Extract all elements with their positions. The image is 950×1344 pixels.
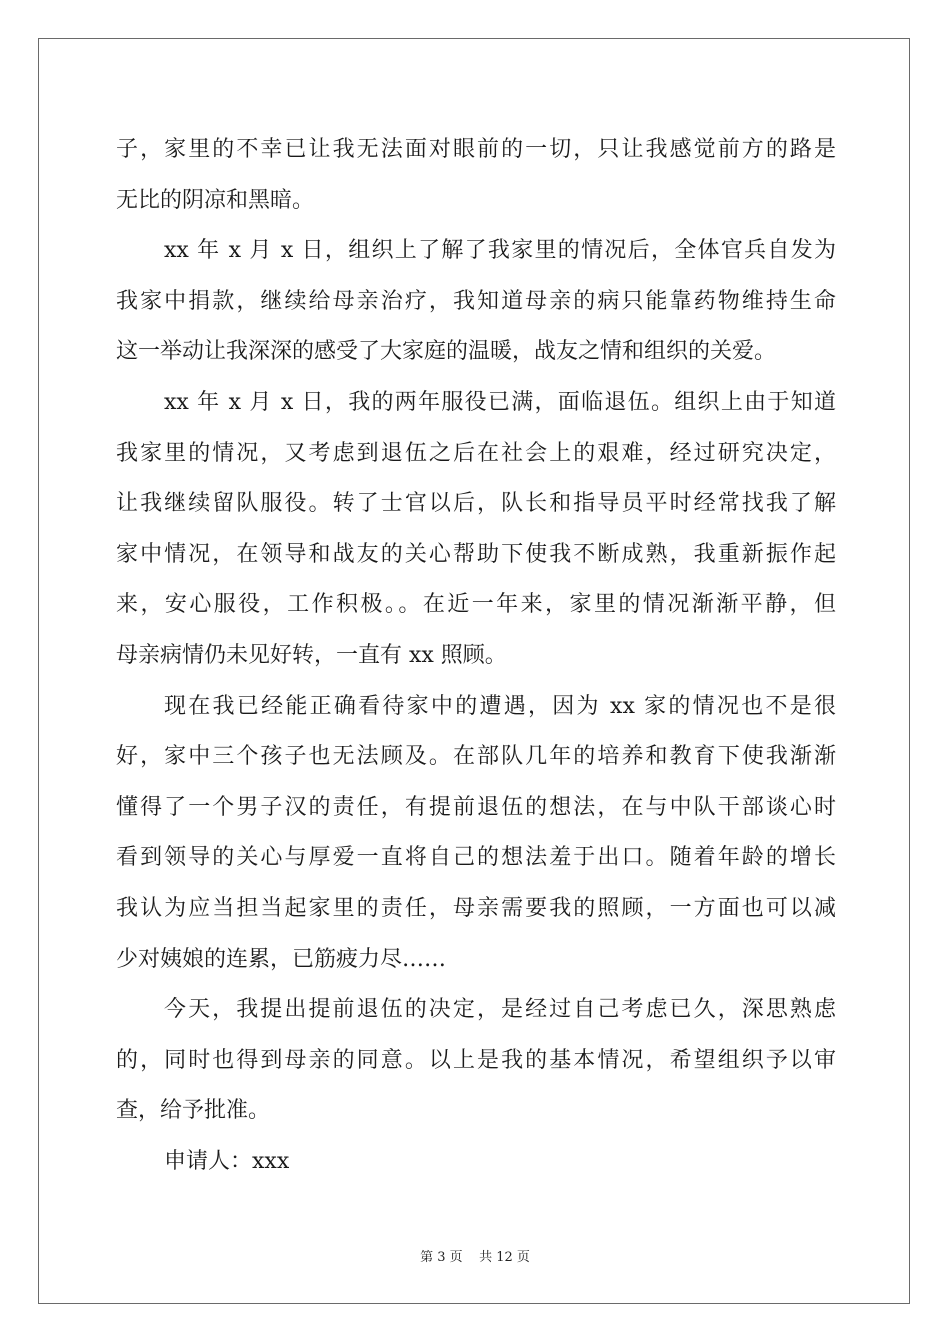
text-line: 让我继续留队服役。转了士官以后，队长和指导员平时经常找我了解: [116, 491, 836, 517]
text-line: 我家中捐款，继续给母亲治疗，我知道母亲的病只能靠药物维持生命: [116, 288, 836, 314]
text-line: 这一举动让我深深的感受了大家庭的温暖，战友之情和组织的关爱。: [116, 339, 777, 365]
text-line: 今天，我提出提前退伍的决定，是经过自己考虑已久，深思熟虑: [164, 997, 836, 1023]
text-line: xx 年 x 月 x 日，组织上了解了我家里的情况后，全体官兵自发为: [164, 238, 836, 264]
applicant-signature-line: 申请人：xxx: [164, 1148, 290, 1174]
text-line: 来，安心服役，工作积极。。在近一年来，家里的情况渐渐平静，但: [116, 592, 836, 618]
text-line: 懂得了一个男子汉的责任，有提前退伍的想法，在与中队干部谈心时: [116, 794, 836, 820]
text-line: 母亲病情仍未见好转，一直有 xx 照顾。: [116, 642, 507, 668]
text-line: 现在我已经能正确看待家中的遭遇，因为 xx 家的情况也不是很: [164, 693, 836, 719]
text-line: 无比的阴凉和黑暗。: [116, 187, 315, 213]
text-line: xx 年 x 月 x 日，我的两年服役已满，面临退伍。组织上由于知道: [164, 389, 836, 415]
text-line: 我家里的情况，又考虑到退伍之后在社会上的艰难，经过研究决定，: [116, 440, 836, 466]
text-line: 查，给予批准。: [116, 1098, 271, 1124]
text-line: 好，家中三个孩子也无法顾及。在部队几年的培养和教育下使我渐渐: [116, 744, 836, 770]
document-body: [116, 125, 836, 1187]
text-line: 家中情况，在领导和战友的关心帮助下使我不断成熟，我重新振作起: [116, 541, 836, 567]
text-line: 少对姨娘的连累，已筋疲力尽……: [116, 946, 447, 972]
page-number-footer: 第 3 页 共 12 页: [420, 1250, 530, 1265]
text-line: 看到领导的关心与厚爱一直将自己的想法羞于出口。随着年龄的增长: [116, 845, 836, 871]
text-line: 的，同时也得到母亲的同意。以上是我的基本情况，希望组织予以审: [116, 1047, 836, 1073]
text-line: 子，家里的不幸已让我无法面对眼前的一切，只让我感觉前方的路是: [116, 137, 836, 162]
text-line: 我认为应当担当起家里的责任，母亲需要我的照顾，一方面也可以减: [116, 895, 836, 921]
